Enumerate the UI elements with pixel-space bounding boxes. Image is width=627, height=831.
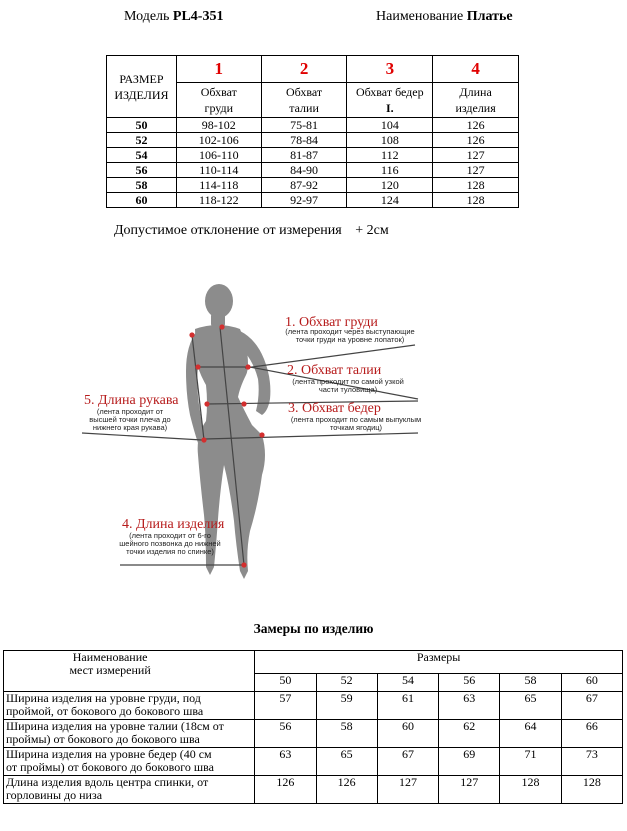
marker-waist-right	[241, 401, 246, 406]
size-value-cell: 126	[433, 118, 519, 133]
size-cell: 56	[107, 163, 177, 178]
tolerance-note	[114, 223, 389, 239]
size-value-cell: 75-81	[261, 118, 347, 133]
measurements-table	[3, 650, 623, 804]
size-cell: 50	[107, 118, 177, 133]
size-value-cell: 120	[347, 178, 433, 193]
size-header-line2: ИЗДЕЛИЯ	[114, 87, 169, 102]
measurement-value: 56	[255, 720, 316, 748]
param-hips: Обхват бедер I.	[347, 83, 433, 118]
measurement-row	[4, 748, 623, 776]
measurement-row	[4, 720, 623, 748]
size-row	[107, 193, 519, 208]
note-sleeve-3: нижнего края рукава)	[92, 423, 168, 432]
note-sleeve-2: высшей точки плеча до	[89, 415, 171, 424]
measurement-name: Ширина изделия на уровне бедер (40 см от проймы) от бокового до бокового шва	[4, 748, 255, 776]
param-length: Длина изделия	[433, 83, 519, 118]
column-number-2: 2	[261, 56, 347, 83]
size-header-line1: РАЗМЕР	[119, 71, 164, 86]
measurement-value: 65	[316, 748, 377, 776]
measurement-value: 64	[500, 720, 561, 748]
size-row	[107, 118, 519, 133]
marker-neck	[219, 324, 224, 329]
size-value-cell: 128	[433, 193, 519, 208]
measurement-value: 128	[500, 776, 561, 804]
label-waist: 2. Обхват талии	[287, 363, 382, 378]
size-value-cell: 118-122	[176, 193, 261, 208]
measurement-name: Ширина изделия на уровне груди, под проймой, от бокового до бокового шва	[4, 692, 255, 720]
measurement-value: 61	[377, 692, 438, 720]
model-value: PL4-351	[172, 9, 224, 24]
column-number-3: 3	[347, 56, 433, 83]
sizes-header: Размеры	[255, 651, 623, 674]
measurement-name: Длина изделия вдоль центра спинки, от горловины до низа	[4, 776, 255, 804]
measurement-value: 71	[500, 748, 561, 776]
note-chest-1: (лента проходит через выступающие	[285, 327, 415, 336]
body-measurement-figure	[0, 275, 627, 605]
product-name-heading	[376, 9, 513, 25]
measurement-value: 60	[377, 720, 438, 748]
model-label: Модель	[124, 9, 170, 24]
measurement-value: 65	[500, 692, 561, 720]
measurement-value: 58	[316, 720, 377, 748]
tolerance-text: Допустимое отклонение от измерения	[114, 223, 342, 238]
size-value-cell: 84-90	[261, 163, 347, 178]
size-value-cell: 112	[347, 148, 433, 163]
size-value-cell: 128	[433, 178, 519, 193]
measurement-value: 73	[561, 748, 622, 776]
name-label: Наименование	[376, 9, 464, 24]
marker-shoulder	[189, 332, 194, 337]
note-hips-2: точкам ягодиц)	[329, 423, 383, 432]
size-table	[106, 55, 519, 208]
size-value-cell: 126	[433, 133, 519, 148]
marker-sleeve-end	[201, 437, 206, 442]
size-column-header: 52	[316, 674, 377, 692]
marker-hip-right	[259, 432, 264, 437]
tolerance-value: + 2см	[355, 223, 389, 238]
measurement-value: 69	[439, 748, 500, 776]
measurement-row	[4, 776, 623, 804]
size-cell: 52	[107, 133, 177, 148]
size-value-cell: 110-114	[176, 163, 261, 178]
measurement-value: 126	[255, 776, 316, 804]
size-value-cell: 127	[433, 163, 519, 178]
size-value-cell: 108	[347, 133, 433, 148]
size-column-header: 56	[439, 674, 500, 692]
measurement-value: 127	[439, 776, 500, 804]
size-value-cell: 92-97	[261, 193, 347, 208]
param-waist: Обхват талии	[261, 83, 347, 118]
size-column-header: 60	[561, 674, 622, 692]
size-value-cell: 102-106	[176, 133, 261, 148]
note-length-2: шейного позвонка до нижней	[119, 539, 221, 548]
note-waist-1: (лента проходит по самой узкой	[292, 377, 404, 386]
size-row	[107, 178, 519, 193]
marker-chest-right	[245, 364, 250, 369]
label-chest: 1. Обхват груди	[285, 315, 378, 330]
note-chest-2: точки груди на уровне лопаток)	[295, 335, 405, 344]
size-column-header: 58	[500, 674, 561, 692]
measurement-value: 67	[561, 692, 622, 720]
measurement-value: 128	[561, 776, 622, 804]
label-hips: 3. Обхват бедер	[288, 401, 381, 416]
size-value-cell: 98-102	[176, 118, 261, 133]
size-value-cell: 106-110	[176, 148, 261, 163]
size-column-header: 50	[255, 674, 316, 692]
size-value-cell: 124	[347, 193, 433, 208]
measurement-value: 66	[561, 720, 622, 748]
size-value-cell: 116	[347, 163, 433, 178]
size-value-cell: 114-118	[176, 178, 261, 193]
measurement-value: 62	[439, 720, 500, 748]
marker-chest-left	[195, 364, 200, 369]
model-heading	[124, 9, 223, 25]
sleeve-pointer-line	[82, 433, 202, 440]
name-value: Платье	[466, 9, 513, 24]
measurement-value: 63	[255, 748, 316, 776]
measurement-value: 126	[316, 776, 377, 804]
measurements-title: Замеры по изделию	[253, 621, 374, 636]
note-hips-1: (лента проходит по самым выпуклым	[290, 415, 422, 424]
size-cell: 54	[107, 148, 177, 163]
note-length-1: (лента проходит от 6-го	[129, 531, 211, 540]
note-sleeve-1: (лента проходит от	[96, 407, 164, 416]
size-cell: 58	[107, 178, 177, 193]
size-cell: 60	[107, 193, 177, 208]
measure-name-header: Наименование мест измерений	[4, 651, 255, 692]
marker-hem	[241, 562, 246, 567]
measurement-value: 57	[255, 692, 316, 720]
size-row	[107, 133, 519, 148]
size-value-cell: 127	[433, 148, 519, 163]
column-number-1: 1	[176, 56, 261, 83]
size-value-cell: 87-92	[261, 178, 347, 193]
column-number-4: 4	[433, 56, 519, 83]
measurement-value: 127	[377, 776, 438, 804]
size-value-cell: 81-87	[261, 148, 347, 163]
measurement-name: Ширина изделия на уровне талии (18см от проймы) от бокового до бокового шва	[4, 720, 255, 748]
label-sleeve: 5. Длина рукава	[84, 393, 179, 408]
size-value-cell: 78-84	[261, 133, 347, 148]
size-value-cell: 104	[347, 118, 433, 133]
size-header-cell	[107, 56, 177, 118]
size-row	[107, 148, 519, 163]
note-length-3: точки изделия по спинке)	[126, 547, 214, 556]
measurement-row	[4, 692, 623, 720]
measurement-value: 67	[377, 748, 438, 776]
param-chest: Обхват груди	[176, 83, 261, 118]
label-length: 4. Длина изделия	[122, 517, 225, 532]
note-waist-2: части туловища)	[318, 385, 378, 394]
measurement-value: 63	[439, 692, 500, 720]
size-row	[107, 163, 519, 178]
size-column-header: 54	[377, 674, 438, 692]
measurement-value: 59	[316, 692, 377, 720]
marker-waist-left	[204, 401, 209, 406]
